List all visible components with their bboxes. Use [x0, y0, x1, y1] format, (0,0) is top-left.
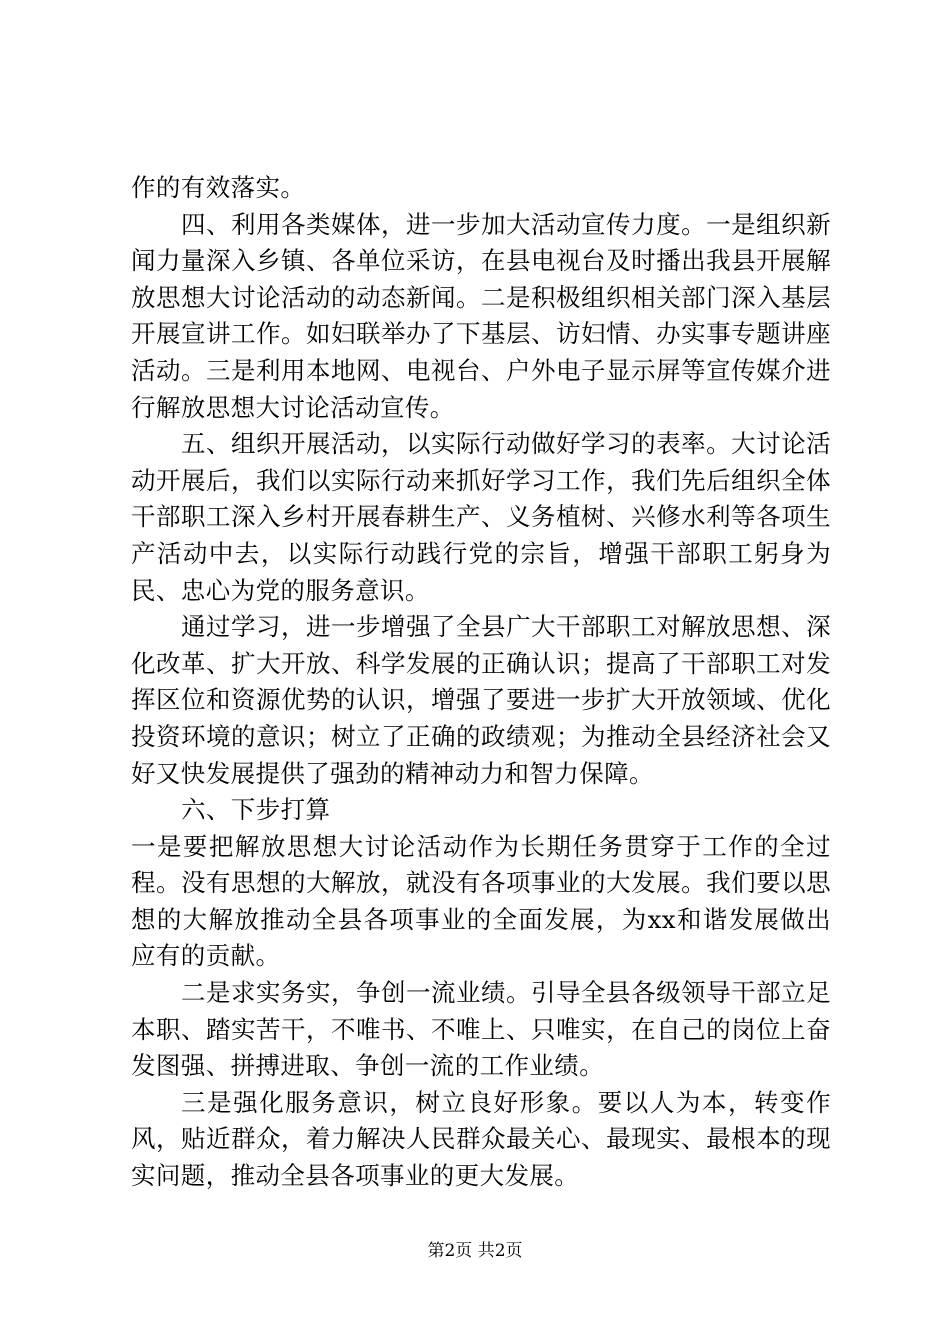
paragraph: 三是强化服务意识，树立良好形象。要以人为本，转变作风，贴近群众，着力解决人民群众最关心、最现实、最根本的现实问题，推动全县各项事业的更大发展。	[131, 1087, 831, 1191]
paragraph: 二是求实务实，争创一流业绩。引导全县各级领导干部立足本职、踏实苦干，不唯书、不唯上、只唯实，在自己的岗位上奋发图强、拼搏进取、争创一流的工作业绩。	[131, 978, 831, 1081]
section-heading: 六、下步打算	[181, 795, 331, 825]
paragraph: 五、组织开展活动，以实际行动做好学习的表率。大讨论活动开展后，我们以实际行动来抓好学习工作，我们先后组织全体干部职工深入乡村开展春耕生产、义务植树、兴修水利等各项生产活动中去，以实际行动践行党的宗旨，增强干部职工躬身为民、忠心为党的服务意识。	[131, 429, 831, 605]
paragraph: 作的有效落实。	[131, 173, 306, 202]
paragraph: 通过学习，进一步增强了全县广大干部职工对解放思想、深化改革、扩大开放、科学发展的正确认识；提高了干部职工对发挥区位和资源优势的认识，增强了要进一步扩大开放领域、优化投资环境的意识；树立了正确的政绩观；为推动全县经济社会又好又快发展提供了强劲的精神动力和智力保障。	[131, 612, 831, 788]
page-number: 第2页 共2页	[427, 1241, 523, 1261]
document-body	[131, 170, 831, 1195]
paragraph: 一是要把解放思想大讨论活动作为长期任务贯穿于工作的全过程。没有思想的大解放，就没有各项事业的大发展。我们要以思想的大解放推动全县各项事业的全面发展，为xx和谐发展做出应有的贡献。	[131, 831, 831, 971]
paragraph: 四、利用各类媒体，进一步加大活动宣传力度。一是组织新闻力量深入乡镇、各单位采访，在县电视台及时播出我县开展解放思想大讨论活动的动态新闻。二是积极组织相关部门深入基层开展宣讲工作。如妇联举办了下基层、访妇情、办实事专题讲座活动。三是利用本地网、电视台、户外电子显示屏等宣传媒介进行解放思想大讨论活动宣传。	[131, 209, 831, 422]
